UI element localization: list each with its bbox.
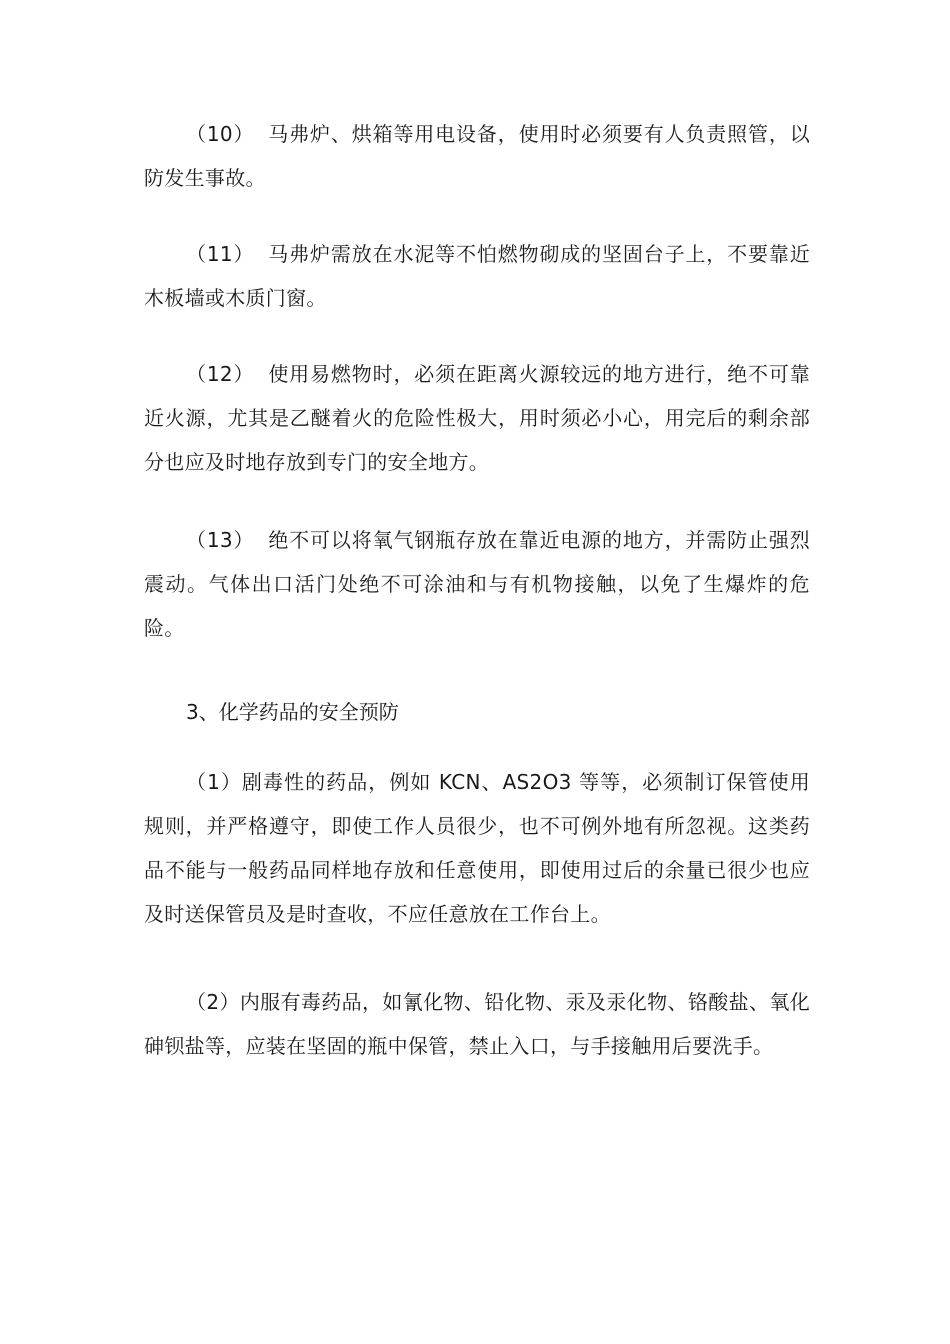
paragraph-13: [144, 518, 810, 650]
section-paragraph-1: （1）剧毒性的药品，例如 KCN、AS2O3 等等，必须制订保管使用规则，并严格遵守，即使工作人员很少，也不可例外地有所忽视。这类药品不能与一般药品同样地存放和任意使用，即使用过后的余量已很少也应及时送保管员及是时查收，不应任意放在工作台上。: [144, 770, 810, 926]
section-paragraph-2: （2）内服有毒药品，如氰化物、铅化物、汞及汞化物、铬酸盐、氧化砷钡盐等，应装在坚固的瓶中保管，禁止入口，与手接触用后要洗手。: [144, 990, 810, 1058]
paragraph-number: （13）: [186, 528, 255, 552]
paragraph-text: 马弗炉、烘箱等用电设备，使用时必须要有人负责照管，以防发生事故。: [144, 122, 810, 190]
section-heading: 3、化学药品的安全预防: [186, 700, 399, 724]
paragraph-text: 使用易燃物时，必须在距离火源较远的地方进行，绝不可靠近火源，尤其是乙醚着火的危险性极大，用时须必小心，用完后的剩余部分也应及时地存放到专门的安全地方。: [144, 362, 810, 474]
paragraph-12: [144, 352, 810, 484]
paragraph-text: 绝不可以将氧气钢瓶存放在靠近电源的地方，并需防止强烈震动。气体出口活门处绝不可涂油和与有机物接触，以免了生爆炸的危险。: [144, 528, 810, 640]
paragraph-number: （12）: [186, 362, 255, 386]
paragraph-11: [144, 232, 810, 320]
paragraph-text: 马弗炉需放在水泥等不怕燃物砌成的坚固台子上，不要靠近木板墙或木质门窗。: [144, 242, 810, 310]
paragraph-number: （10）: [186, 122, 255, 146]
paragraph-number: （11）: [186, 242, 255, 266]
paragraph-10: [144, 112, 810, 200]
